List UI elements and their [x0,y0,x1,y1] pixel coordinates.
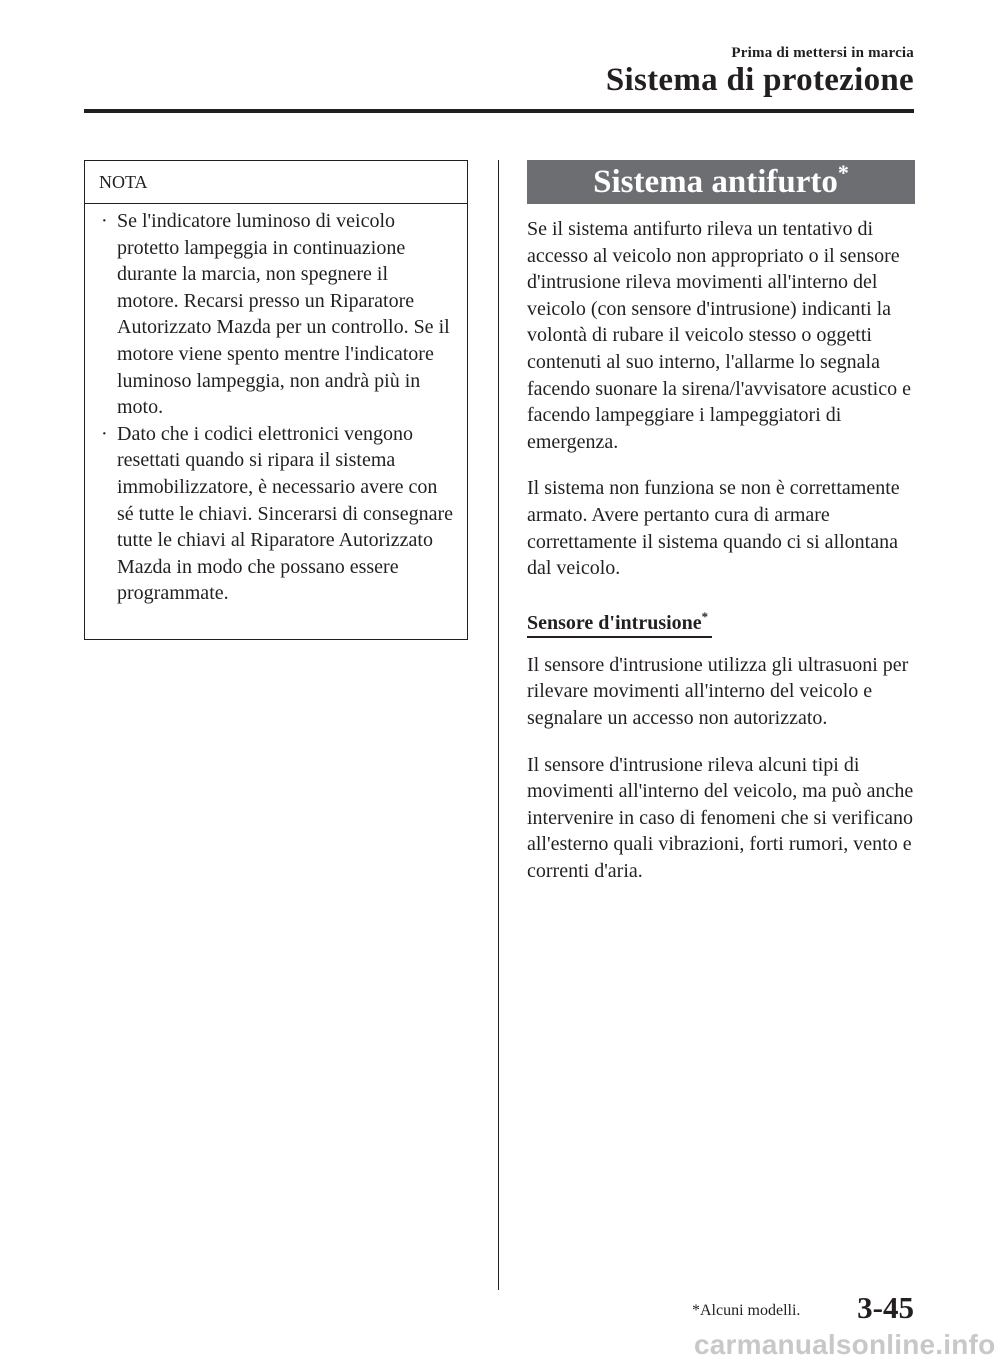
body-paragraph: Il sensore d'intrusione utilizza gli ultrasuoni per rilevare movimenti all'interno del veicolo e segnalare un accesso non autorizzato. [527,653,909,729]
note-item-text: Dato che i codici elettronici vengono resettati quando si ripara il sistema immobilizzatore, è necessario avere con sé tutte le chiavi. Sincerarsi di consegnare tutte le chiavi al Riparatore Autorizzato Mazda in modo che possano essere programmate. [117,422,453,605]
footnote: *Alcuni modelli. [692,1302,801,1319]
note-item [99,208,453,421]
bullet-icon: · [101,210,108,232]
header-divider [84,109,914,113]
watermark: carmanualsonline.info [694,1329,995,1360]
chapter-title: Prima di mettersi in marcia [731,45,914,61]
note-title: NOTA [85,161,467,204]
body-paragraph: Il sistema non funziona se non è correttamente armato. Avere pertanto cura di armare correttamente il sistema quando ci si allontana dal veicolo. [527,477,900,580]
note-list [85,204,467,607]
page-number: 3-45 [857,1290,914,1325]
page-title: Sistema di protezione [605,62,914,98]
section-heading [527,160,915,204]
right-column [527,160,917,904]
body-paragraph: Se il sistema antifurto rileva un tentativo di accesso al veicolo non appropriato o il sensore d'intrusione rileva movimenti all'interno del veicolo (con sensore d'intrusione) indicanti la volontà di rubare il veicolo stesso o oggetti contenuti al suo interno, l'allarme lo segnala facendo suonare la sirena/l'avvisatore acustico e facendo lampeggiare i lampeggiatori di emergenza. [527,218,911,453]
bullet-icon: · [101,422,108,445]
optional-model-mark: * [701,608,709,624]
note-box [84,160,468,640]
optional-model-mark: * [837,160,849,185]
subsection-heading [527,610,712,638]
section-heading-text: Sistema antifurto [593,164,838,200]
note-item-text: Se l'indicatore luminoso di veicolo protetto lampeggia in continuazione durante la marcia, non spegnere il motore. Recarsi presso un Riparatore Autorizzato Mazda per un controllo. Se il motore viene spento mentre l'indicatore luminoso lampeggia, non andrà più in moto. [117,210,450,419]
note-item [99,421,453,607]
column-divider [498,160,499,1290]
body-paragraph: Il sensore d'intrusione rileva alcuni tipi di movimenti all'interno del veicolo, ma può anche intervenire in caso di fenomeni che si verificano all'esterno quali vibrazioni, forti rumori, vento e correnti d'aria. [527,753,914,882]
subsection-heading-text: Sensore d'intrusione [527,611,702,634]
